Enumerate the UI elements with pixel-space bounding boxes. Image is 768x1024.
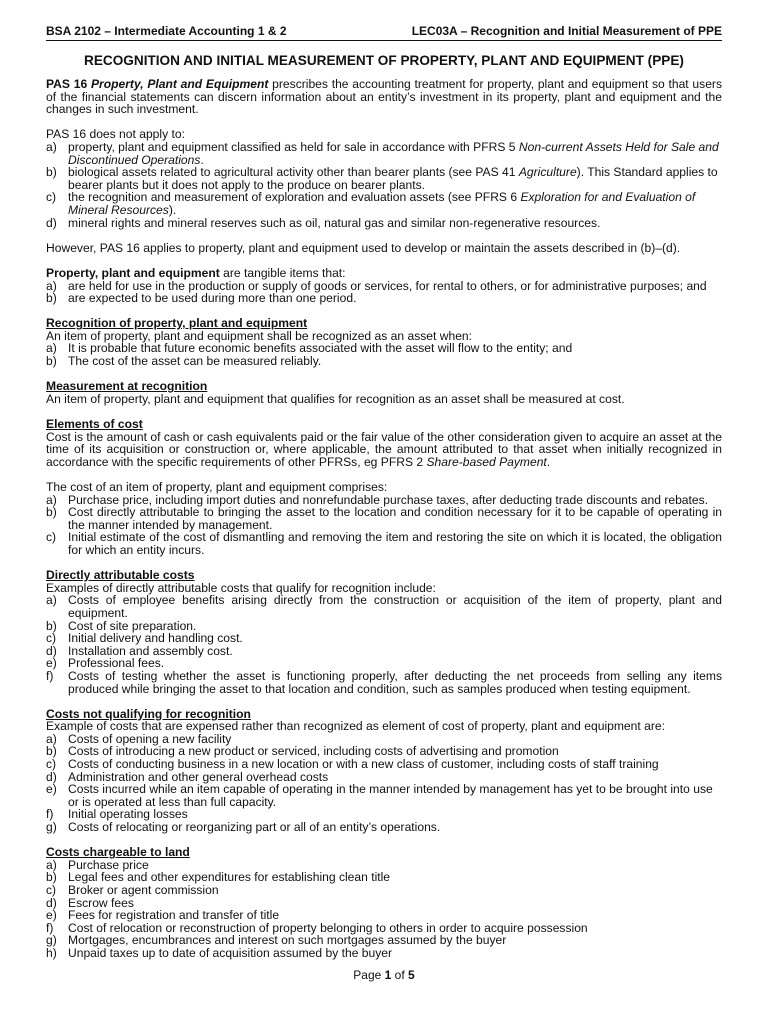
- direct-costs-list: [46, 594, 722, 695]
- list-item-text: Professional fees.: [68, 656, 165, 671]
- list-marker: b): [46, 291, 57, 306]
- list-marker: a): [46, 731, 57, 746]
- standard-name: Share-based Payment: [426, 454, 547, 469]
- list-item: [46, 191, 722, 216]
- list-marker: d): [46, 769, 57, 784]
- standard-name: Property, Plant and Equipment: [90, 77, 269, 91]
- non-qualifying-list: [46, 733, 722, 834]
- list-item-text: Costs incurred while an item capable of operating in the manner intended by management has yet to be brought into use or is operated at less than full capacity.: [68, 782, 713, 809]
- list-marker: b): [46, 744, 57, 759]
- document-title: RECOGNITION AND INITIAL MEASUREMENT OF PROPERTY, PLANT AND EQUIPMENT (PPE): [84, 53, 684, 68]
- lecture-name: Recognition and Initial Measurement of PPE: [470, 24, 722, 38]
- measurement-text: An item of property, plant and equipment that qualifies for recognition as an asset shall be measured at cost.: [46, 391, 625, 406]
- list-marker: e): [46, 656, 57, 671]
- standard-name: Exploration for and Evaluation of Mineral Resources: [68, 190, 696, 217]
- list-marker: b): [46, 354, 57, 369]
- list-item-text: mineral rights and mineral reserves such as oil, natural gas and similar non-regenerative resources.: [68, 215, 601, 230]
- list-marker: c): [46, 757, 57, 772]
- ppe-criteria-list: [46, 280, 722, 305]
- list-marker: a): [46, 139, 57, 154]
- list-marker: c): [46, 530, 57, 545]
- measurement-heading: Measurement at recognition: [46, 379, 208, 394]
- elements-definition: [46, 431, 722, 469]
- list-item: [46, 594, 722, 619]
- list-marker: c): [46, 631, 57, 646]
- list-marker: a): [46, 492, 57, 507]
- list-item-text: Cost of relocation or reconstruction of property belonging to others in order to acquire possession: [68, 920, 588, 935]
- list-item: [46, 947, 722, 960]
- list-marker: a): [46, 593, 57, 608]
- page-total: 5: [408, 968, 415, 982]
- recognition-criteria-list: [46, 342, 722, 367]
- page-of: of: [391, 968, 409, 982]
- intro-lead: PAS 16: [46, 77, 91, 91]
- list-item-text: [68, 217, 722, 230]
- list-item: [46, 506, 722, 531]
- list-marker: b): [46, 870, 57, 885]
- elements-list: [46, 494, 722, 557]
- list-marker: c): [46, 883, 57, 897]
- scope-heading: PAS 16 does not apply to:: [46, 127, 185, 142]
- list-item-text: are expected to be used during more than one period.: [68, 291, 357, 306]
- list-item-text: Initial delivery and handling cost.: [68, 631, 243, 646]
- list-marker: b): [46, 165, 57, 180]
- list-item: [46, 292, 722, 305]
- list-marker: b): [46, 618, 57, 633]
- list-item-text: Legal fees and other expenditures for establishing clean title: [68, 870, 391, 885]
- list-item-text: Initial operating losses: [68, 807, 188, 822]
- list-item-text: Fees for registration and transfer of title: [68, 908, 280, 923]
- list-item: [46, 166, 722, 191]
- header-dash: –: [100, 24, 115, 38]
- list-marker: h): [46, 945, 57, 960]
- header-dash: –: [457, 24, 471, 38]
- list-marker: d): [46, 643, 57, 658]
- list-item: [46, 909, 722, 922]
- elements-comprises: The cost of an item of property, plant and equipment comprises:: [46, 480, 388, 494]
- course-title: [46, 25, 287, 38]
- list-item: [46, 884, 722, 897]
- list-item: [46, 632, 722, 645]
- list-item-text-end: .: [200, 152, 204, 167]
- list-marker: e): [46, 782, 57, 797]
- ppe-definition: [46, 267, 722, 280]
- list-marker: f): [46, 807, 54, 822]
- intro-paragraph: [46, 78, 722, 116]
- list-item-text: Costs of relocating or reorganizing part or all of an entity’s operations.: [68, 820, 441, 835]
- list-item-text: Escrow fees: [68, 895, 134, 910]
- list-marker: d): [46, 215, 57, 230]
- list-item-text: are held for use in the production or supply of goods or services, for rental to others, or for administrative purposes; and: [68, 278, 707, 293]
- lecture-title: [412, 25, 722, 38]
- list-marker: f): [46, 920, 54, 935]
- intro-text: prescribes the accounting treatment for property, plant and equipment so that users of the financial statements can discern information about an entity’s investment in its property, plant and equipment and the changes in such investment.: [46, 77, 722, 117]
- list-item-text-end: ). This Standard applies to bearer plants but it does not apply to the produce on bearer plants.: [68, 165, 718, 192]
- land-costs-heading: Costs chargeable to land: [46, 845, 190, 860]
- list-item-text: Purchase price, including import duties and nonrefundable purchase taxes, after deducting trade discounts and rebates.: [68, 492, 709, 507]
- list-item-text: It is probable that future economic benefits associated with the asset will flow to the entity; and: [68, 341, 573, 356]
- list-item-text: Broker or agent commission: [68, 883, 219, 897]
- list-marker: b): [46, 505, 57, 520]
- list-item: [46, 783, 722, 808]
- page-number: 1: [384, 968, 392, 982]
- list-marker: c): [46, 190, 57, 205]
- list-item-text: [68, 141, 722, 166]
- page-label: Page: [353, 968, 385, 982]
- list-marker: g): [46, 820, 57, 835]
- list-marker: g): [46, 933, 57, 948]
- list-marker: e): [46, 908, 57, 923]
- list-item-text: Unpaid taxes up to date of acquisition assumed by the buyer: [68, 945, 393, 960]
- list-marker: a): [46, 341, 57, 356]
- recognition-text: An item of property, plant and equipment shall be recognized as an asset when:: [46, 328, 473, 343]
- list-item-text: Initial estimate of the cost of dismantling and removing the item and restoring the site on which it is located, the obligation for which an entity incurs.: [68, 530, 722, 557]
- scope-exclusions-list: [46, 141, 722, 229]
- running-header: [46, 25, 722, 41]
- course-code: BSA 2102: [46, 24, 101, 38]
- page-footer: [0, 969, 768, 982]
- list-item-text: The cost of the asset can be measured reliably.: [68, 354, 322, 369]
- list-item-text: the recognition and measurement of exploration and evaluation assets (see PFRS 6: [68, 190, 521, 205]
- list-item-text: [68, 166, 722, 191]
- non-qualifying-text: Example of costs that are expensed rather than recognized as element of cost of property, plant and equipment are:: [46, 719, 665, 734]
- course-name: Intermediate Accounting 1 & 2: [114, 24, 287, 38]
- land-costs-list: [46, 859, 722, 960]
- direct-costs-text: Examples of directly attributable costs that qualify for recognition include:: [46, 580, 436, 595]
- list-item-text: property, plant and equipment classified as held for sale in accordance with PFRS 5: [68, 139, 519, 154]
- ppe-definition-text: are tangible items that:: [219, 265, 346, 280]
- list-marker: a): [46, 278, 57, 293]
- list-item-text: Costs of testing whether the asset is functioning properly, after deducting the net proceeds from selling any items produced while bringing the asset to that location and condition, such as samples produced when testing equipment.: [68, 668, 722, 696]
- direct-costs-heading: Directly attributable costs: [46, 568, 195, 583]
- lecture-code: LEC03A: [411, 24, 458, 38]
- ppe-term: Property, plant and equipment: [46, 265, 220, 280]
- list-item-text: Cost directly attributable to bringing the asset to the location and condition necessary for it to be capable of operating in the manner intended by management.: [68, 505, 722, 532]
- elements-text-end: .: [546, 454, 551, 469]
- list-item-text: Cost of site preparation.: [68, 618, 197, 633]
- elements-text: Cost is the amount of cash or cash equivalents paid or the fair value of the other consideration given to acquire an asset at the time of its acquisition or construction or, where applicable, the amount attributed to that asset when initially recognized in accordance with the specific requirements of other PFRSs, eg PFRS 2: [46, 429, 722, 469]
- list-item-text: Installation and assembly cost.: [68, 643, 233, 658]
- list-marker: d): [46, 895, 57, 910]
- scope-however: However, PAS 16 applies to property, plant and equipment used to develop or maintain the assets described in (b)–(d).: [46, 240, 681, 255]
- list-item-text: Costs of introducing a new product or serviced, including costs of advertising and promotion: [68, 744, 559, 759]
- list-item-text-end: ).: [168, 202, 177, 217]
- standard-name: Agriculture: [518, 165, 577, 180]
- list-item-text: [68, 191, 722, 216]
- list-item: [46, 758, 722, 771]
- recognition-heading: Recognition of property, plant and equipment: [46, 316, 308, 331]
- list-item: [46, 670, 722, 695]
- list-item-text: Costs of opening a new facility: [68, 731, 232, 746]
- list-item: [46, 531, 722, 556]
- list-item: [46, 217, 722, 230]
- list-marker: a): [46, 857, 57, 872]
- list-item-text: Mortgages, encumbrances and interest on such mortgages assumed by the buyer: [68, 933, 507, 948]
- list-item-text: Administration and other general overhead costs: [68, 769, 329, 784]
- elements-heading: Elements of cost: [46, 417, 143, 432]
- list-item-text: Costs of employee benefits arising directly from the construction or acquisition of the item of property, plant and equipment.: [68, 593, 722, 620]
- list-item-text: biological assets related to agricultural activity other than bearer plants (see PAS 41: [68, 165, 519, 180]
- non-qualifying-heading: Costs not qualifying for recognition: [46, 706, 251, 721]
- list-marker: f): [46, 668, 54, 683]
- list-item-text: Purchase price: [68, 857, 149, 872]
- standard-name: Non-current Assets Held for Sale and Discontinued Operations: [68, 139, 719, 167]
- list-item: [46, 355, 722, 368]
- list-item: [46, 821, 722, 834]
- list-item-text: Costs of conducting business in a new location or with a new class of customer, including costs of staff training: [68, 757, 659, 772]
- list-item: [46, 141, 722, 166]
